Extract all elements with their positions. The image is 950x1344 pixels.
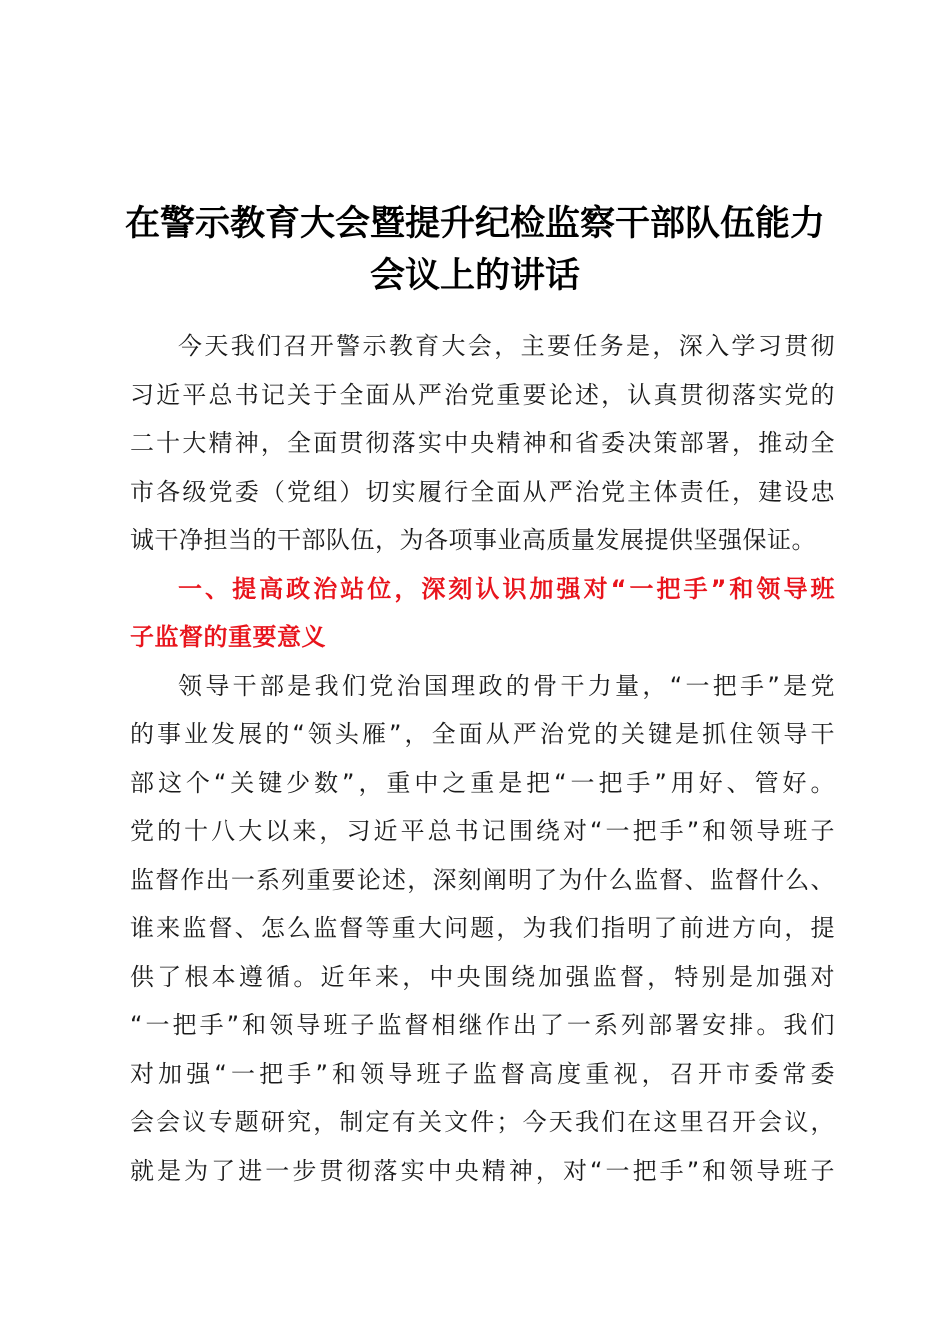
text-line: 会会议专题研究，制定有关文件；今天我们在这里召开会议， <box>130 1108 835 1136</box>
title-line-1: 在警示教育大会暨提升纪检监察干部队伍能力 <box>124 203 825 244</box>
text-line: 谁来监督、怎么监督等重大问题，为我们指明了前进方向，提 <box>130 914 835 942</box>
text-line: 监督作出一系列重要论述，深刻阐明了为什么监督、监督什么、 <box>130 865 835 894</box>
section-heading-1 <box>130 565 835 662</box>
text-line: 领导干部是我们党治国理政的骨干力量，“一把手”是党 <box>178 671 835 700</box>
heading-line: 子监督的重要意义 <box>130 623 326 651</box>
paragraph-intro <box>130 322 835 565</box>
text-line: 党的十八大以来，习近平总书记围绕对“一把手”和领导班子 <box>130 817 835 845</box>
text-line: 习近平总书记关于全面从严治党重要论述，认真贯彻落实党的 <box>130 380 835 409</box>
text-line: 二十大精神，全面贯彻落实中央精神和省委决策部署，推动全 <box>130 429 835 457</box>
text-line: 供了根本遵循。近年来，中央围绕加强监督，特别是加强对 <box>130 962 835 991</box>
text-line: 诚干净担当的干部队伍，为各项事业高质量发展提供坚强保证。 <box>130 526 816 554</box>
text-line: 今天我们召开警示教育大会，主要任务是，深入学习贯彻 <box>178 332 835 360</box>
text-line: 就是为了进一步贯彻落实中央精神，对“一把手”和领导班子 <box>130 1156 835 1185</box>
title-line-2: 会议上的讲话 <box>369 255 580 296</box>
heading-line: 一、提高政治站位，深刻认识加强对“一把手”和领导班 <box>178 574 835 603</box>
text-line: 市各级党委（党组）切实履行全面从严治党主体责任，建设忠 <box>130 477 835 506</box>
text-line: 的事业发展的“领头雁”，全面从严治党的关键是抓住领导干 <box>130 720 835 748</box>
text-line: 部这个“关键少数”，重中之重是把“一把手”用好、管好。 <box>130 768 835 797</box>
speech-body <box>130 322 835 1195</box>
text-line: 对加强“一把手”和领导班子监督高度重视，召开市委常委 <box>130 1059 835 1088</box>
paragraph-section-1 <box>130 662 835 1196</box>
speech-title <box>100 198 850 302</box>
text-line: “一把手”和领导班子监督相继作出了一系列部署安排。我们 <box>130 1011 835 1039</box>
